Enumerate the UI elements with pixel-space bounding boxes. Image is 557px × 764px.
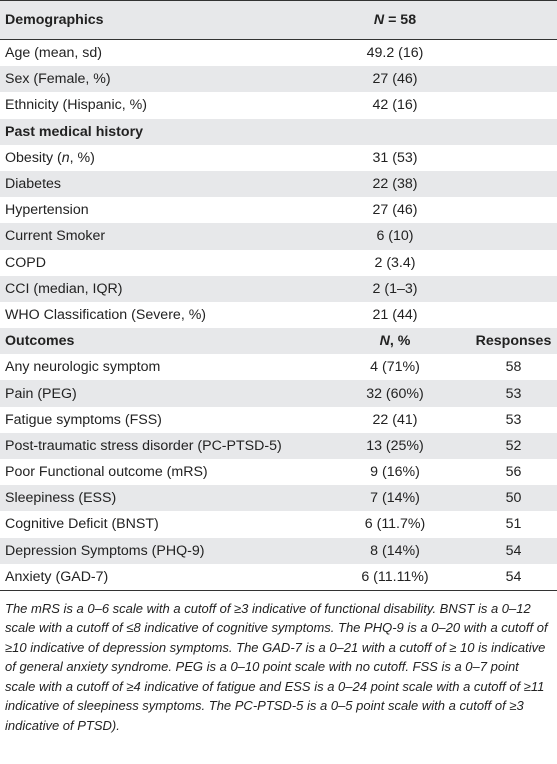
section-title: Outcomes xyxy=(0,328,300,354)
row-value: 27 (46) xyxy=(300,66,470,92)
section-header-past-medical-history xyxy=(0,119,557,145)
table-row xyxy=(0,40,557,67)
col-header-responses: Responses xyxy=(470,328,557,354)
row-label: CCI (median, IQR) xyxy=(0,276,300,302)
row-responses: 54 xyxy=(470,564,557,591)
row-value: 22 (38) xyxy=(300,171,470,197)
row-label: Diabetes xyxy=(0,171,300,197)
row-value: 4 (71%) xyxy=(370,359,420,376)
row-value: 31 (53) xyxy=(372,149,418,166)
row-label: Pain (PEG) xyxy=(0,380,300,406)
header-value: N = 58 xyxy=(300,1,470,40)
table-row xyxy=(0,538,557,564)
row-label: Sex (Female, %) xyxy=(0,66,300,92)
row-label: Poor Functional outcome (mRS) xyxy=(5,464,208,481)
table-row xyxy=(0,250,557,276)
row-value: 32 (60%) xyxy=(300,380,470,406)
row-responses: 54 xyxy=(470,538,557,564)
table-row xyxy=(0,564,557,591)
row-label: Fatigue symptoms (FSS) xyxy=(5,411,162,428)
section-title: Past medical history xyxy=(0,119,300,145)
table-row xyxy=(0,380,557,406)
section-header-outcomes xyxy=(0,328,557,354)
table-row xyxy=(0,92,557,118)
table-row xyxy=(0,223,557,249)
table-row xyxy=(0,66,557,92)
table-row xyxy=(0,511,557,537)
row-responses: 53 xyxy=(505,411,522,428)
row-responses: 56 xyxy=(505,464,522,481)
row-value: 2 (3.4) xyxy=(374,254,416,271)
row-label: Anxiety (GAD-7) xyxy=(0,564,300,591)
table-row xyxy=(0,433,557,459)
row-value: 42 (16) xyxy=(372,97,418,114)
row-label: Cognitive Deficit (BNST) xyxy=(5,516,159,533)
row-responses: 58 xyxy=(505,359,522,376)
table-row xyxy=(0,276,557,302)
row-label: Age (mean, sd) xyxy=(5,45,102,62)
row-value: 2 (1–3) xyxy=(300,276,470,302)
row-responses: 53 xyxy=(470,380,557,406)
row-responses: 51 xyxy=(505,516,522,533)
row-label: Post-traumatic stress disorder (PC-PTSD-5) xyxy=(0,433,300,459)
row-responses: 50 xyxy=(470,485,557,511)
row-label: Sleepiness (ESS) xyxy=(0,485,300,511)
row-value: 6 (11.7%) xyxy=(364,516,426,533)
table-row xyxy=(0,171,557,197)
table-footnote: The mRS is a 0–6 scale with a cutoff of ≥3 indicative of functional disability. BNST is a 0–12 scale with a cutoff of ≤8 indicative of cognitive symptoms. The PHQ-9 is a 0–20 with a cutoff of ≥10 indicative of depression symptoms. The GAD-7 is a 0–21 with a cutoff of ≥ 10 is indicative of general anxiety syndrome. PEG is a 0–10 point scale with no cutoff. FSS is a 0–7 point scale with a cutoff of ≥4 indicative of fatigue and ESS is a 0–24 point scale with a cutoff of ≥11 indicative of sleepiness symptoms. The PC-PTSD-5 is a 0–5 point scale with a cutoff of ≥3 indicative of PTSD). xyxy=(5,600,548,733)
row-value: 7 (14%) xyxy=(300,485,470,511)
table-row xyxy=(0,302,557,328)
row-value: 49.2 (16) xyxy=(366,45,424,62)
table-row xyxy=(0,354,557,380)
table-row xyxy=(0,407,557,433)
row-value: 6 (10) xyxy=(300,223,470,249)
table-row xyxy=(0,459,557,485)
table-row xyxy=(0,197,557,223)
header-label: Demographics xyxy=(0,1,300,40)
row-label: Hypertension xyxy=(5,202,89,219)
row-label: Obesity (n, %) xyxy=(5,149,95,166)
row-label: WHO Classification (Severe, %) xyxy=(5,306,207,323)
row-label: Depression Symptoms (PHQ-9) xyxy=(0,538,300,564)
col-header-value: N, % xyxy=(300,328,470,354)
row-responses: 52 xyxy=(470,433,557,459)
table-row xyxy=(0,485,557,511)
row-label: Any neurologic symptom xyxy=(5,359,161,376)
row-value: 8 (14%) xyxy=(300,538,470,564)
row-label: Current Smoker xyxy=(0,223,300,249)
row-value: 6 (11.11%) xyxy=(300,564,470,591)
row-label: COPD xyxy=(5,254,46,271)
row-value: 27 (46) xyxy=(372,202,418,219)
row-value: 9 (16%) xyxy=(370,464,420,481)
row-value: 21 (44) xyxy=(372,306,418,323)
row-value: 13 (25%) xyxy=(300,433,470,459)
table-header-row xyxy=(0,1,557,40)
row-label: Ethnicity (Hispanic, %) xyxy=(5,97,147,114)
row-value: 22 (41) xyxy=(372,411,418,428)
table-row xyxy=(0,145,557,171)
